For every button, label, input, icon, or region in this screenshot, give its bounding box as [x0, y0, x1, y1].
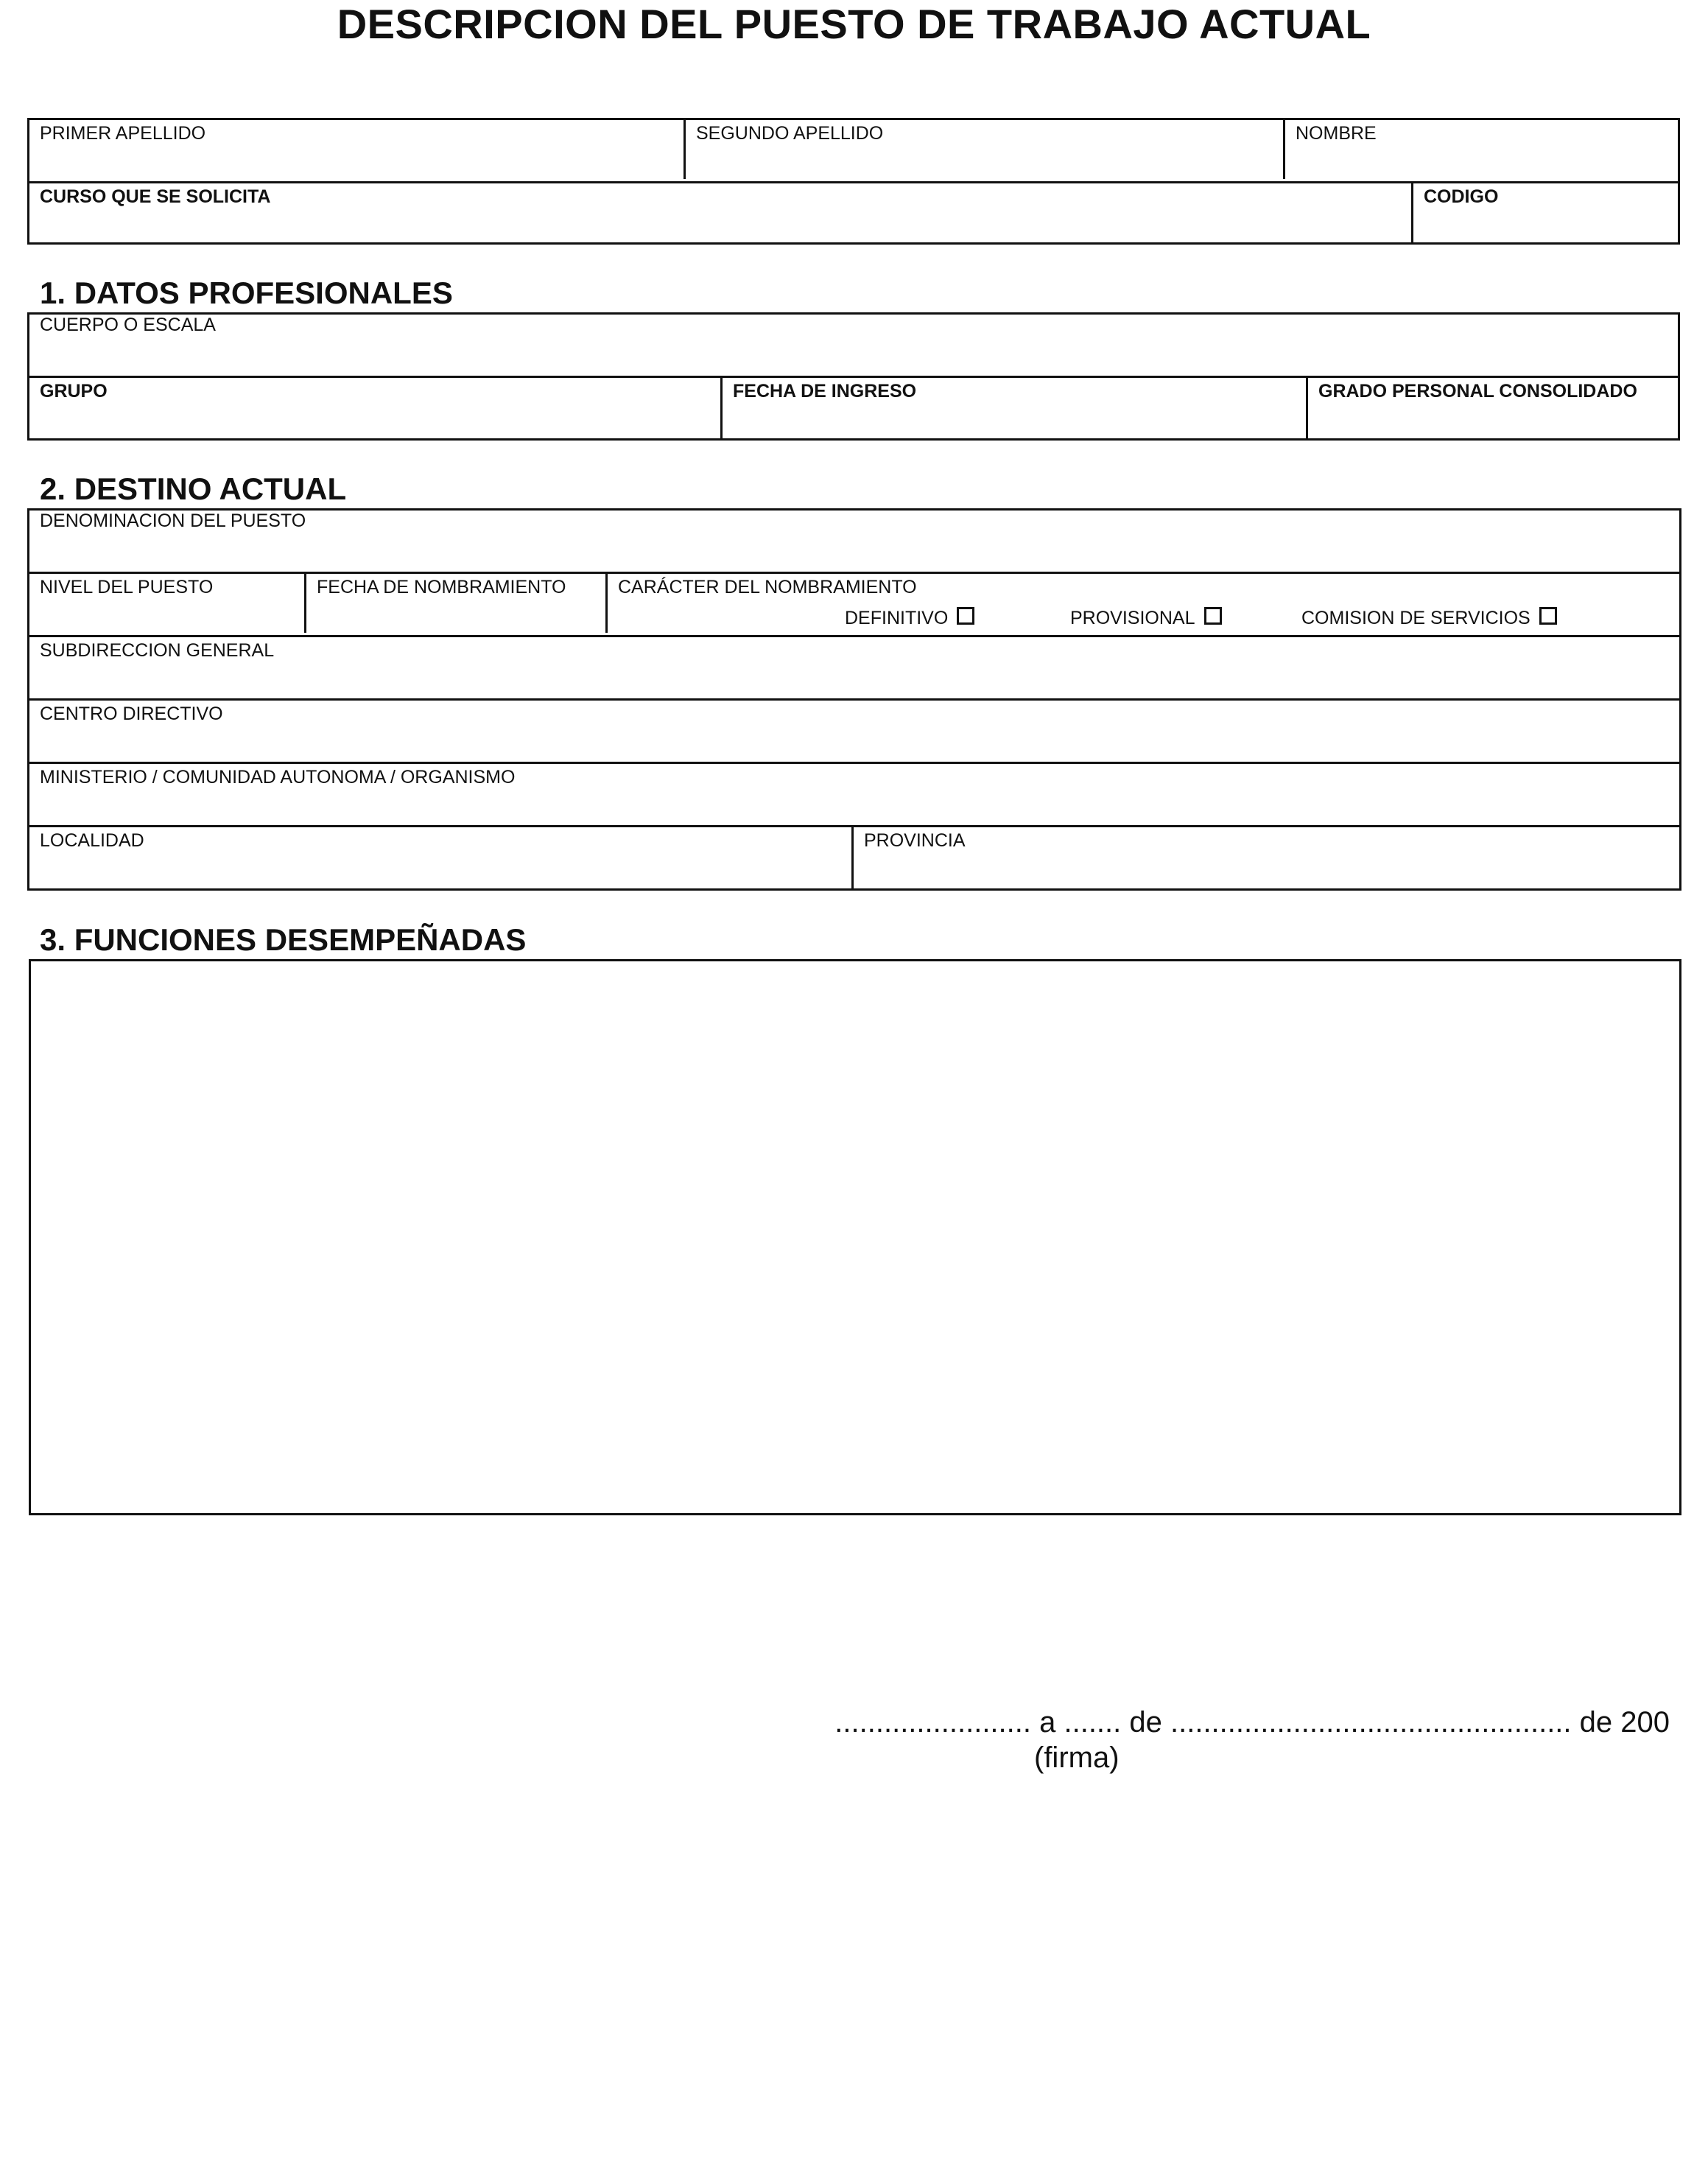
localidad-field[interactable]: [29, 827, 851, 888]
subdireccion-label: SUBDIRECCION GENERAL: [40, 640, 275, 661]
comision-label: COMISION DE SERVICIOS: [1301, 608, 1530, 628]
primer-apellido-label: PRIMER APELLIDO: [40, 123, 206, 144]
date-line: ........................ a ....... de ................................................. de 200: [834, 1706, 1670, 1739]
nombre-field[interactable]: [1285, 120, 1678, 181]
definitivo-option[interactable]: [845, 608, 974, 629]
provisional-label: PROVISIONAL: [1070, 608, 1195, 628]
cuerpo-label: CUERPO O ESCALA: [40, 315, 216, 335]
nombre-label: NOMBRE: [1296, 123, 1377, 144]
ministerio-field[interactable]: [29, 764, 1679, 825]
fecha-ingreso-label: FECHA DE INGRESO: [733, 381, 917, 401]
provisional-checkbox[interactable]: [1204, 607, 1222, 625]
centro-label: CENTRO DIRECTIVO: [40, 704, 223, 724]
definitivo-label: DEFINITIVO: [845, 608, 949, 628]
section3-heading: 3. FUNCIONES DESEMPEÑADAS: [40, 922, 527, 957]
caracter-field: [608, 574, 1679, 635]
cuerpo-field[interactable]: [29, 315, 1678, 376]
denominacion-label: DENOMINACION DEL PUESTO: [40, 511, 306, 531]
fecha-nombramiento-field[interactable]: [306, 574, 605, 635]
provisional-option[interactable]: [1070, 608, 1222, 629]
applicant-box: [27, 118, 1680, 245]
primer-apellido-field[interactable]: [29, 120, 683, 181]
grupo-label: GRUPO: [40, 381, 108, 401]
section2-heading: 2. DESTINO ACTUAL: [40, 471, 347, 506]
datos-profesionales-box: [27, 312, 1680, 441]
fecha-nombramiento-label: FECHA DE NOMBRAMIENTO: [317, 577, 566, 597]
comision-option[interactable]: [1301, 608, 1557, 629]
segundo-apellido-label: SEGUNDO APELLIDO: [696, 123, 884, 144]
curso-label: CURSO QUE SE SOLICITA: [40, 186, 271, 207]
grupo-field[interactable]: [29, 378, 720, 438]
comision-checkbox[interactable]: [1539, 607, 1557, 625]
page-title: DESCRIPCION DEL PUESTO DE TRABAJO ACTUAL: [337, 1, 1371, 47]
destino-actual-box: [27, 508, 1681, 891]
firma-label: (firma): [1034, 1741, 1120, 1774]
localidad-label: LOCALIDAD: [40, 830, 144, 851]
nivel-label: NIVEL DEL PUESTO: [40, 577, 214, 597]
nivel-field[interactable]: [29, 574, 304, 635]
fecha-ingreso-field[interactable]: [723, 378, 1306, 438]
codigo-field[interactable]: [1413, 183, 1678, 242]
provincia-field[interactable]: [854, 827, 1679, 888]
provincia-label: PROVINCIA: [864, 830, 966, 851]
centro-field[interactable]: [29, 701, 1679, 762]
grado-field[interactable]: [1308, 378, 1678, 438]
denominacion-field[interactable]: [29, 511, 1679, 572]
definitivo-checkbox[interactable]: [957, 607, 974, 625]
section1-heading: 1. DATOS PROFESIONALES: [40, 276, 453, 310]
codigo-label: CODIGO: [1424, 186, 1499, 207]
ministerio-label: MINISTERIO / COMUNIDAD AUTONOMA / ORGANISMO: [40, 767, 516, 787]
caracter-label: CARÁCTER DEL NOMBRAMIENTO: [618, 577, 917, 597]
funciones-textarea[interactable]: [29, 959, 1681, 1515]
grado-label: GRADO PERSONAL CONSOLIDADO: [1318, 381, 1637, 401]
segundo-apellido-field[interactable]: [686, 120, 1283, 181]
subdireccion-field[interactable]: [29, 637, 1679, 698]
curso-field[interactable]: [29, 183, 1411, 242]
